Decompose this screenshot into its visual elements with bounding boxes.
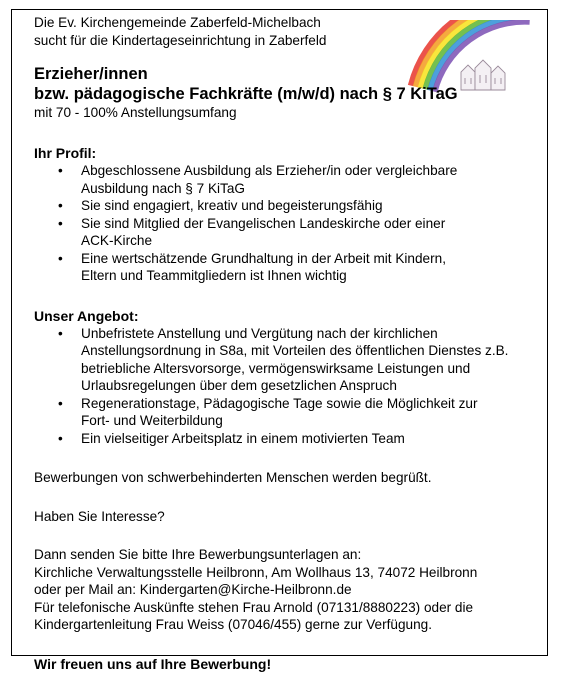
- list-item-text: Eine wertschätzende Grundhaltung in der Arbeit mit Kindern,: [81, 250, 446, 266]
- bullet-icon: •: [58, 250, 63, 266]
- list-item-text: Anstellungsordnung in S8a, mit Vorteilen des öffentlichen Dienstes z.B.: [81, 343, 509, 358]
- list-item-text: ACK-Kirche: [81, 233, 153, 248]
- contact-line: Dann senden Sie bitte Ihre Bewerbungsunterlagen an:: [34, 547, 362, 562]
- list-item-text: Sie sind Mitglied der Evangelischen Landeskirche oder einer: [81, 215, 446, 231]
- bullet-icon: •: [58, 215, 63, 231]
- list-item-text: Urlaubsregelungen über dem gesetzlichen Anspruch: [81, 378, 397, 393]
- intro-line: Die Ev. Kirchengemeinde Zaberfeld-Michelbach: [34, 15, 321, 30]
- list-item: [34, 215, 554, 250]
- profile-list: [34, 162, 554, 285]
- job-title: Erzieher/innen: [34, 65, 148, 83]
- list-item: [34, 395, 554, 430]
- contact-phone: Für telefonische Auskünfte stehen Frau Arnold (07131/8880223) oder die: [34, 599, 474, 615]
- disability-note: Bewerbungen von schwerbehinderten Menschen werden begrüßt.: [34, 470, 432, 485]
- list-item-text: Ein vielseitiger Arbeitsplatz in einem motivierten Team: [81, 430, 405, 446]
- list-item: [34, 197, 554, 215]
- profile-heading: Ihr Profil:: [34, 145, 97, 161]
- bullet-icon: •: [58, 163, 63, 178]
- offer-heading: Unser Angebot:: [34, 307, 139, 324]
- list-item-text: Unbefristete Anstellung und Vergütung nach der kirchlichen: [81, 325, 438, 341]
- list-item-text: Fort- und Weiterbildung: [81, 413, 223, 428]
- bullet-icon: •: [58, 325, 63, 341]
- offer-list: [34, 325, 554, 448]
- employment-scope: mit 70 - 100% Anstellungsumfang: [34, 105, 237, 120]
- list-item-text: Regenerationstage, Pädagogische Tage sowie die Möglichkeit zur: [81, 395, 478, 411]
- intro-line: sucht für die Kindertageseinrichtung in Zaberfeld: [34, 33, 327, 48]
- closing-line: Wir freuen uns auf Ihre Bewerbung!: [34, 655, 272, 672]
- list-item: [34, 250, 554, 285]
- list-item-text: Abgeschlossene Ausbildung als Erzieher/in oder vergleichbare: [81, 163, 458, 178]
- job-subtitle: bzw. pädagogische Fachkräfte (m/w/d) nach § 7 KiTaG: [34, 85, 458, 103]
- list-item: [34, 430, 554, 448]
- list-item-text: Sie sind engagiert, kreativ und begeisterungsfähig: [81, 198, 383, 213]
- list-item: [34, 325, 554, 395]
- bullet-icon: •: [58, 430, 63, 446]
- interest-question: Haben Sie Interesse?: [34, 508, 165, 524]
- list-item-text: Eltern und Teammitgliedern ist Ihnen wichtig: [81, 268, 347, 283]
- bullet-icon: •: [58, 395, 63, 411]
- list-item: [34, 162, 554, 197]
- contact-phone: Kindergartenleitung Frau Weiss (07046/455) gerne zur Verfügung.: [34, 617, 432, 632]
- contact-email: oder per Mail an: Kindergarten@Kirche-Heilbronn.de: [34, 582, 352, 597]
- list-item-text: betriebliche Altersvorsorge, vermögenswirksame Leistungen und: [81, 360, 471, 376]
- list-item-text: Ausbildung nach § 7 KiTaG: [81, 180, 245, 196]
- job-posting: [34, 14, 554, 673]
- bullet-icon: •: [58, 198, 63, 213]
- contact-address: Kirchliche Verwaltungsstelle Heilbronn, Am Wollhaus 13, 74072 Heilbronn: [34, 564, 478, 580]
